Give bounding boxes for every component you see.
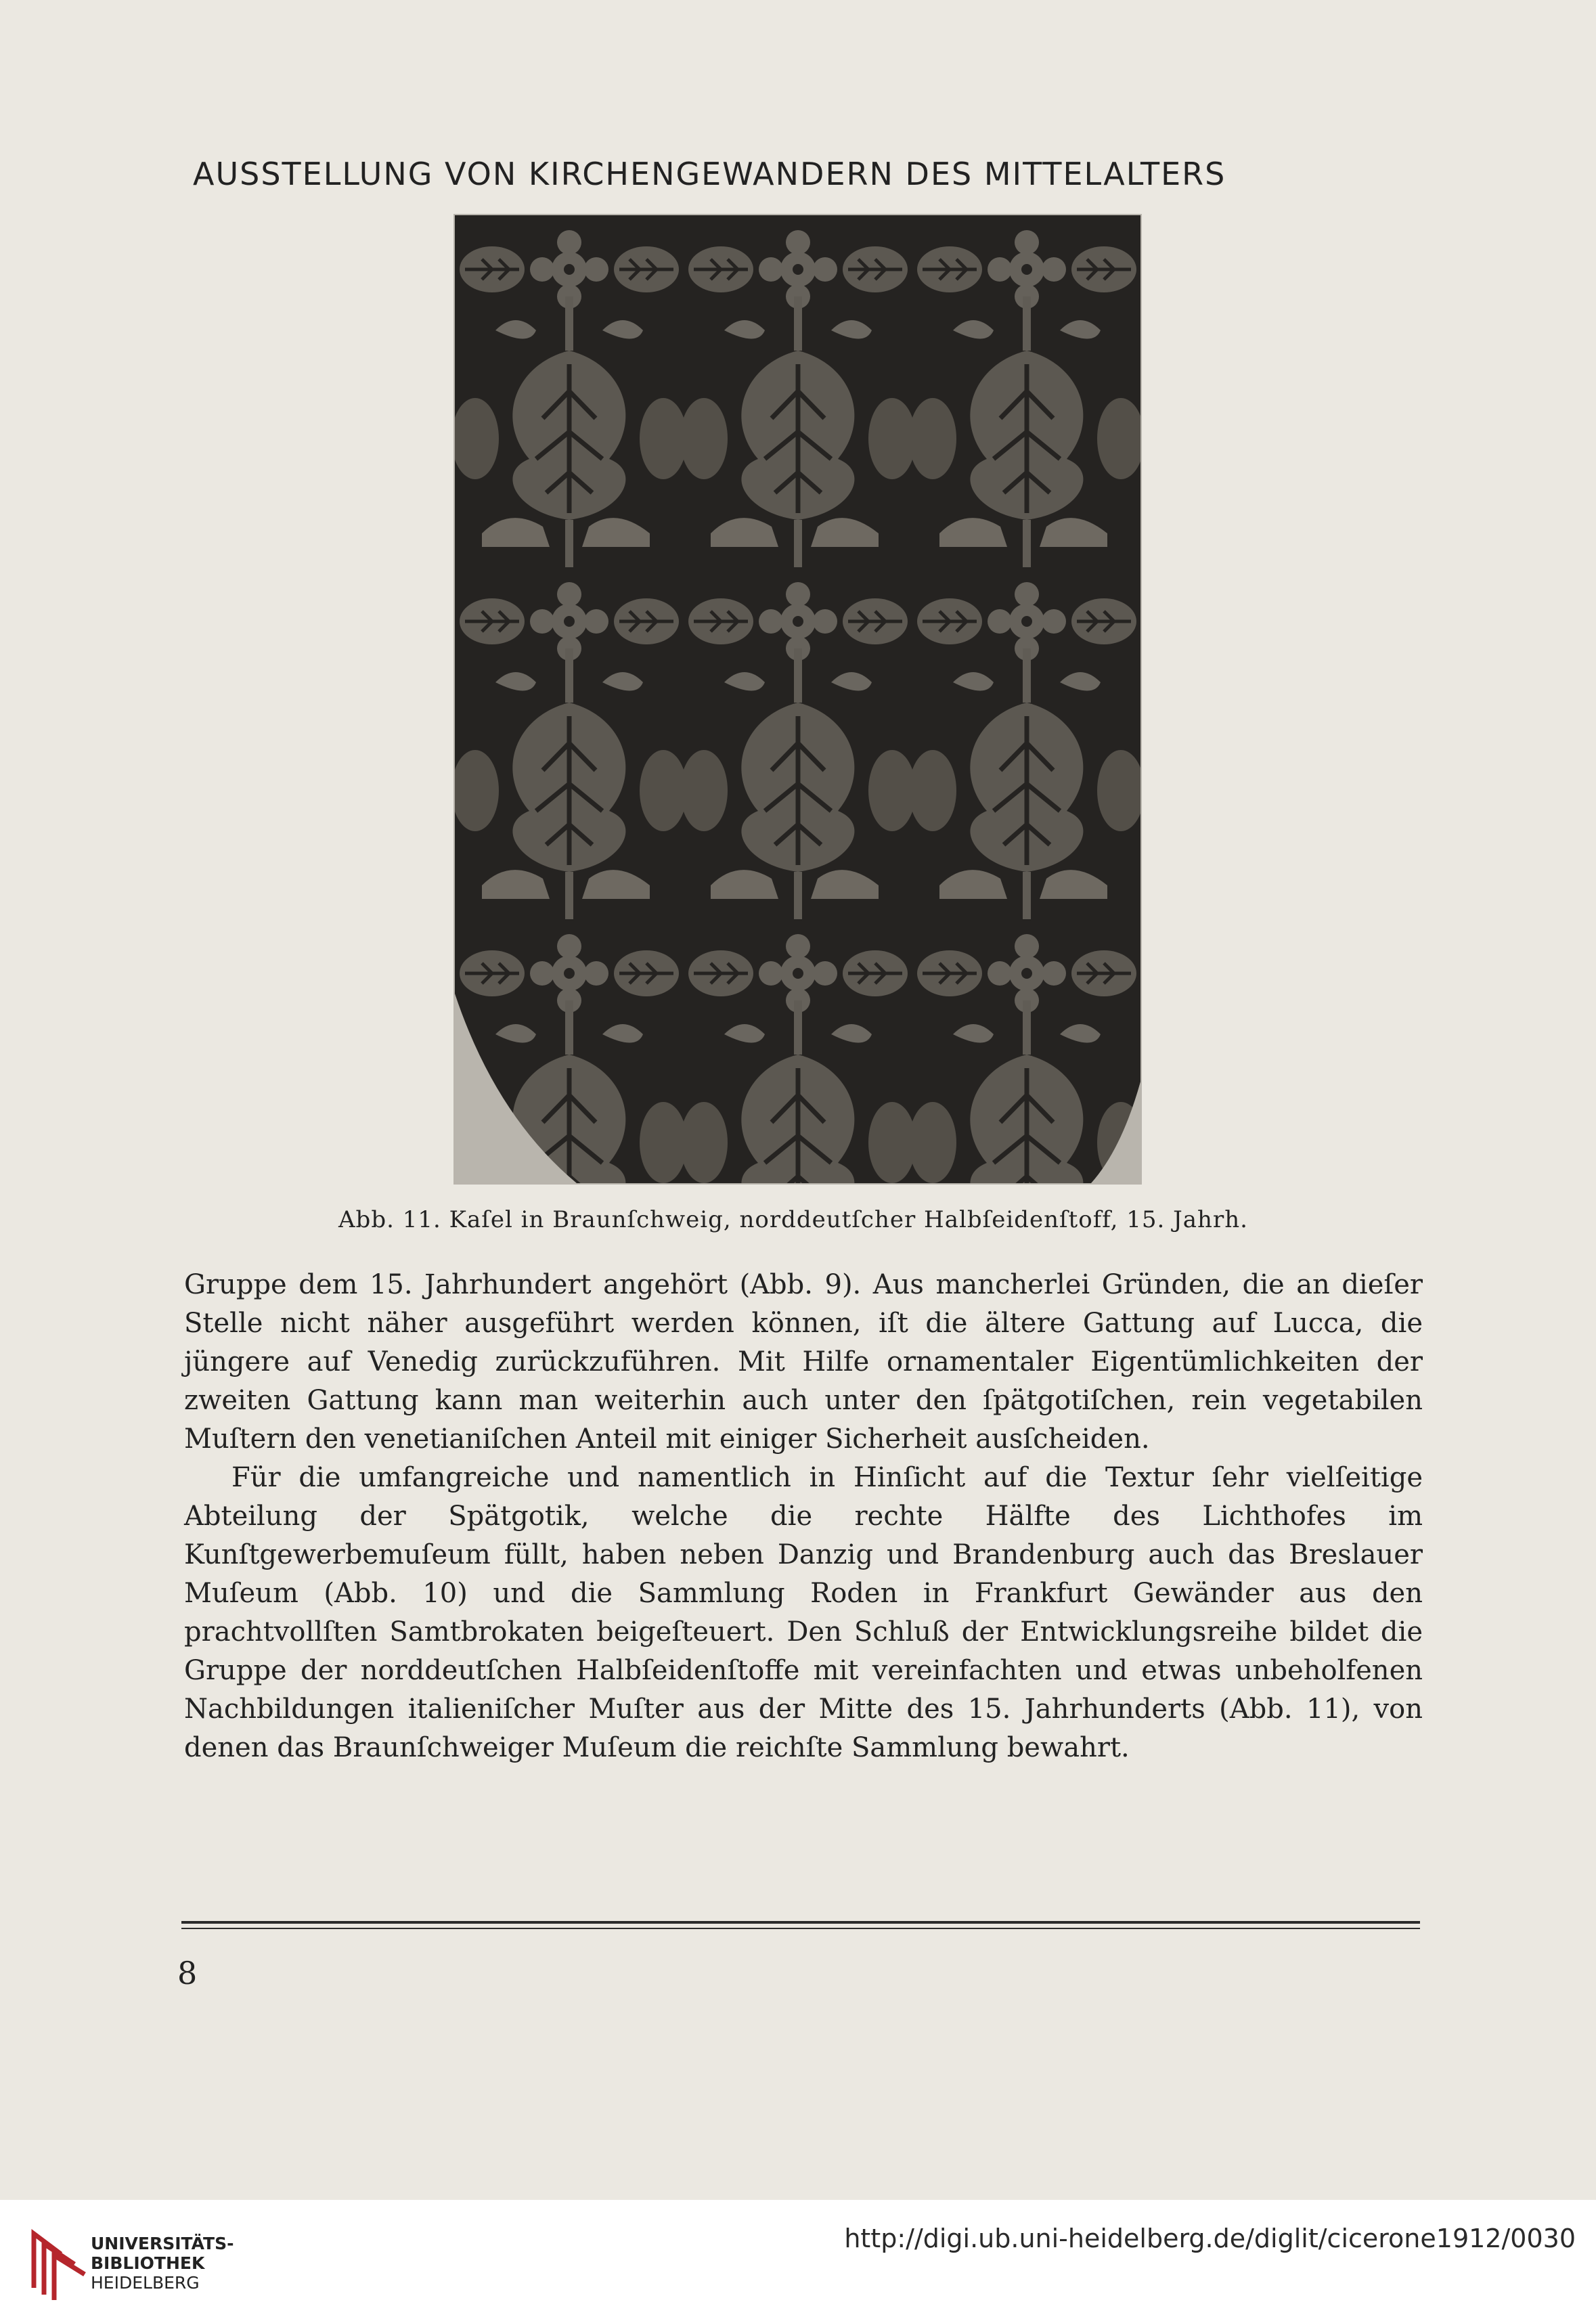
paragraph: Für die umfangreiche und namentlich in Hinſicht auf die Textur ſehr vielſeitige Abteilung der Spätgotik, welche die rechte Hälfte des Lichthofes im Kunſtgewerbemuſeum füllt, haben neben Danzig und Brandenburg auch das Breslauer Muſeum (Abb. 10) und die Sammlung Roden in Frankfurt Gewänder aus den prachtvollſten Samtbrokaten beigeſteuert. Den Schluß der Entwicklungsreihe bildet die Gruppe der norddeutſchen Halbſeidenſtoffe mit vereinfachten und etwas unbeholfenen Nachbildungen italieniſcher Muſter aus der Mitte des 15. Jahrhunderts (Abb. 11), von denen das Braunſchweiger Muſeum die reichſte Sammlung bewahrt. [184, 1462, 1423, 1763]
figure-chasuble-photo [455, 215, 1140, 1183]
digitization-footer [0, 2200, 1596, 2319]
logo-line: BIBLIOTHEK [91, 2253, 205, 2273]
source-url-link[interactable]: http://digi.ub.uni-heidelberg.de/diglit/cicerone1912/0030 [844, 2224, 1576, 2253]
page-number: 8 [177, 1955, 198, 1991]
logo-line: UNIVERSITÄTS- [91, 2234, 234, 2253]
footer-rule-thick [181, 1921, 1420, 1924]
library-logo-icon[interactable] [20, 2220, 88, 2301]
paragraph: Gruppe dem 15. Jahrhundert angehört (Abb. 9). Aus mancherlei Gründen, die an dieſer Stelle nicht näher ausgeführt werden können, iſt die ältere Gattung auf Lucca, die jüngere auf Venedig zurückzuführen. Mit Hilfe ornamentaler Eigentümlichkeiten der zweiten Gattung kann man weiterhin auch unter den ſpätgotiſchen, rein vegetabilen Muſtern den venetianiſchen Anteil mit einiger Sicherheit ausſcheiden. [184, 1269, 1423, 1455]
figure-caption: Abb. 11. Kaſel in Braunſchweig, norddeutſcher Halbſeidenſtoff, 15. Jahrh. [338, 1206, 1248, 1233]
damask-pattern-image [455, 215, 1140, 1183]
running-head: AUSSTELLUNG VON KIRCHENGEWANDERN DES MITTELALTERS [193, 156, 1226, 192]
body-text [184, 1266, 1423, 1767]
logo-line: HEIDELBERG [91, 2273, 200, 2293]
footer-rule-thin [181, 1928, 1420, 1929]
library-logo-text[interactable] [91, 2234, 234, 2293]
